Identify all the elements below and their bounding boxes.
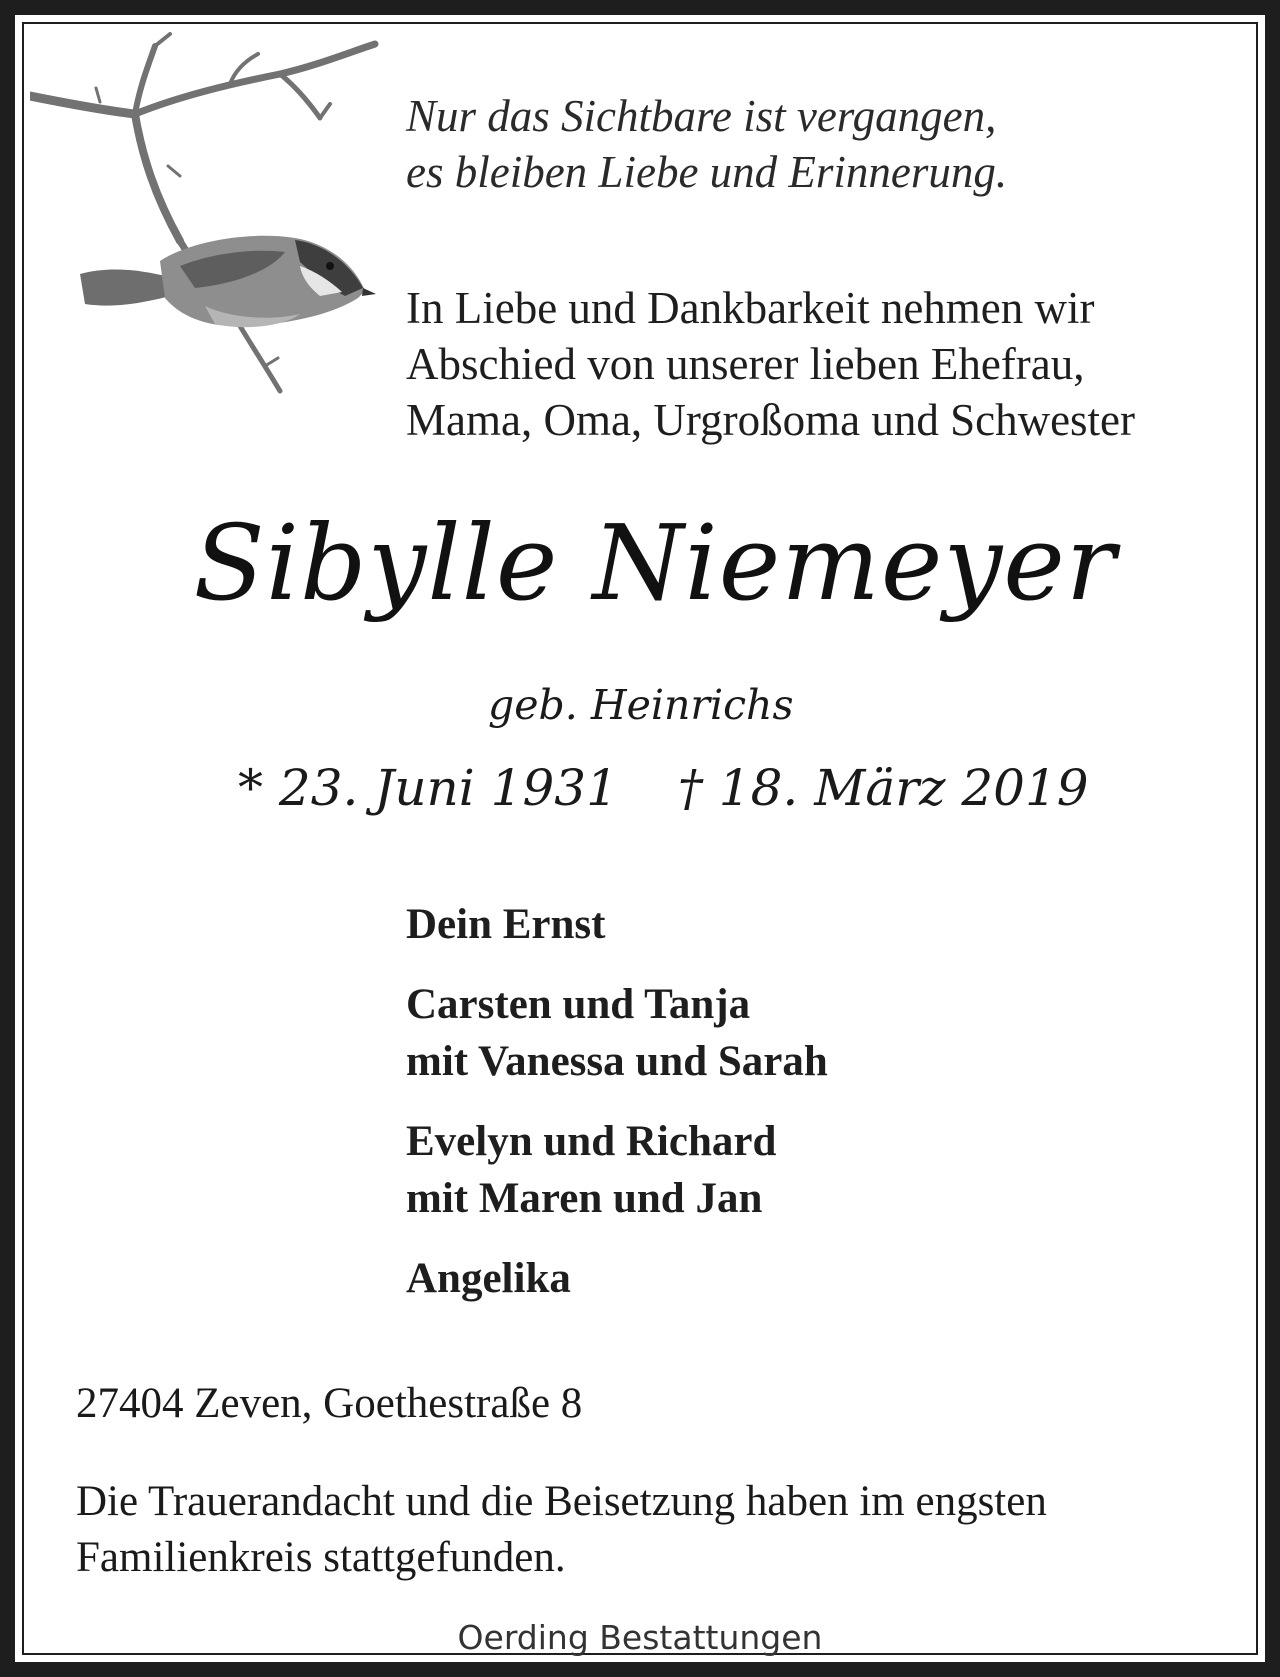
bird-on-branch-illustration — [30, 26, 390, 406]
mourner-line: mit Vanessa und Sarah — [406, 1038, 828, 1085]
mourner-group — [406, 1250, 828, 1307]
note-line: Die Trauerandacht und die Beisetzung haben im engsten — [76, 1478, 1047, 1525]
life-dates — [238, 756, 1089, 820]
deceased-name: Sibylle Niemeyer — [193, 502, 1117, 624]
intro-line: In Liebe und Dankbarkeit nehmen wir — [406, 283, 1095, 333]
farewell-intro — [406, 280, 1135, 448]
intro-line: Abschied von unserer lieben Ehefrau, — [406, 339, 1085, 389]
obituary-card — [15, 15, 1265, 1662]
quote-line: Nur das Sichtbare ist vergangen, — [406, 91, 997, 141]
mourner-line: Carsten und Tanja — [406, 981, 751, 1028]
intro-line: Mama, Oma, Urgroßoma und Schwester — [406, 395, 1136, 445]
address: 27404 Zeven, Goethestraße 8 — [76, 1380, 583, 1427]
birth-name: geb. Heinrichs — [488, 681, 794, 729]
death-date: † 18. März 2019 — [677, 759, 1089, 817]
funeral-home-name: Oerding Bestattungen — [457, 1618, 823, 1657]
quote-line: es bleiben Liebe und Erinnerung. — [406, 147, 1008, 197]
mourner-group — [406, 896, 828, 953]
note-line: Familienkreis stattgefunden. — [76, 1534, 566, 1581]
funeral-note — [76, 1474, 1047, 1586]
mourner-group — [406, 976, 828, 1090]
mourner-line: Dein Ernst — [406, 901, 606, 948]
memorial-quote — [406, 88, 1007, 200]
mourner-line: Angelika — [406, 1255, 571, 1302]
mourner-line: Evelyn und Richard — [406, 1118, 777, 1165]
mourner-group — [406, 1113, 828, 1227]
mourner-line: mit Maren und Jan — [406, 1175, 763, 1222]
birth-date: * 23. Juni 1931 — [238, 759, 618, 817]
mourners-list — [406, 896, 828, 1330]
